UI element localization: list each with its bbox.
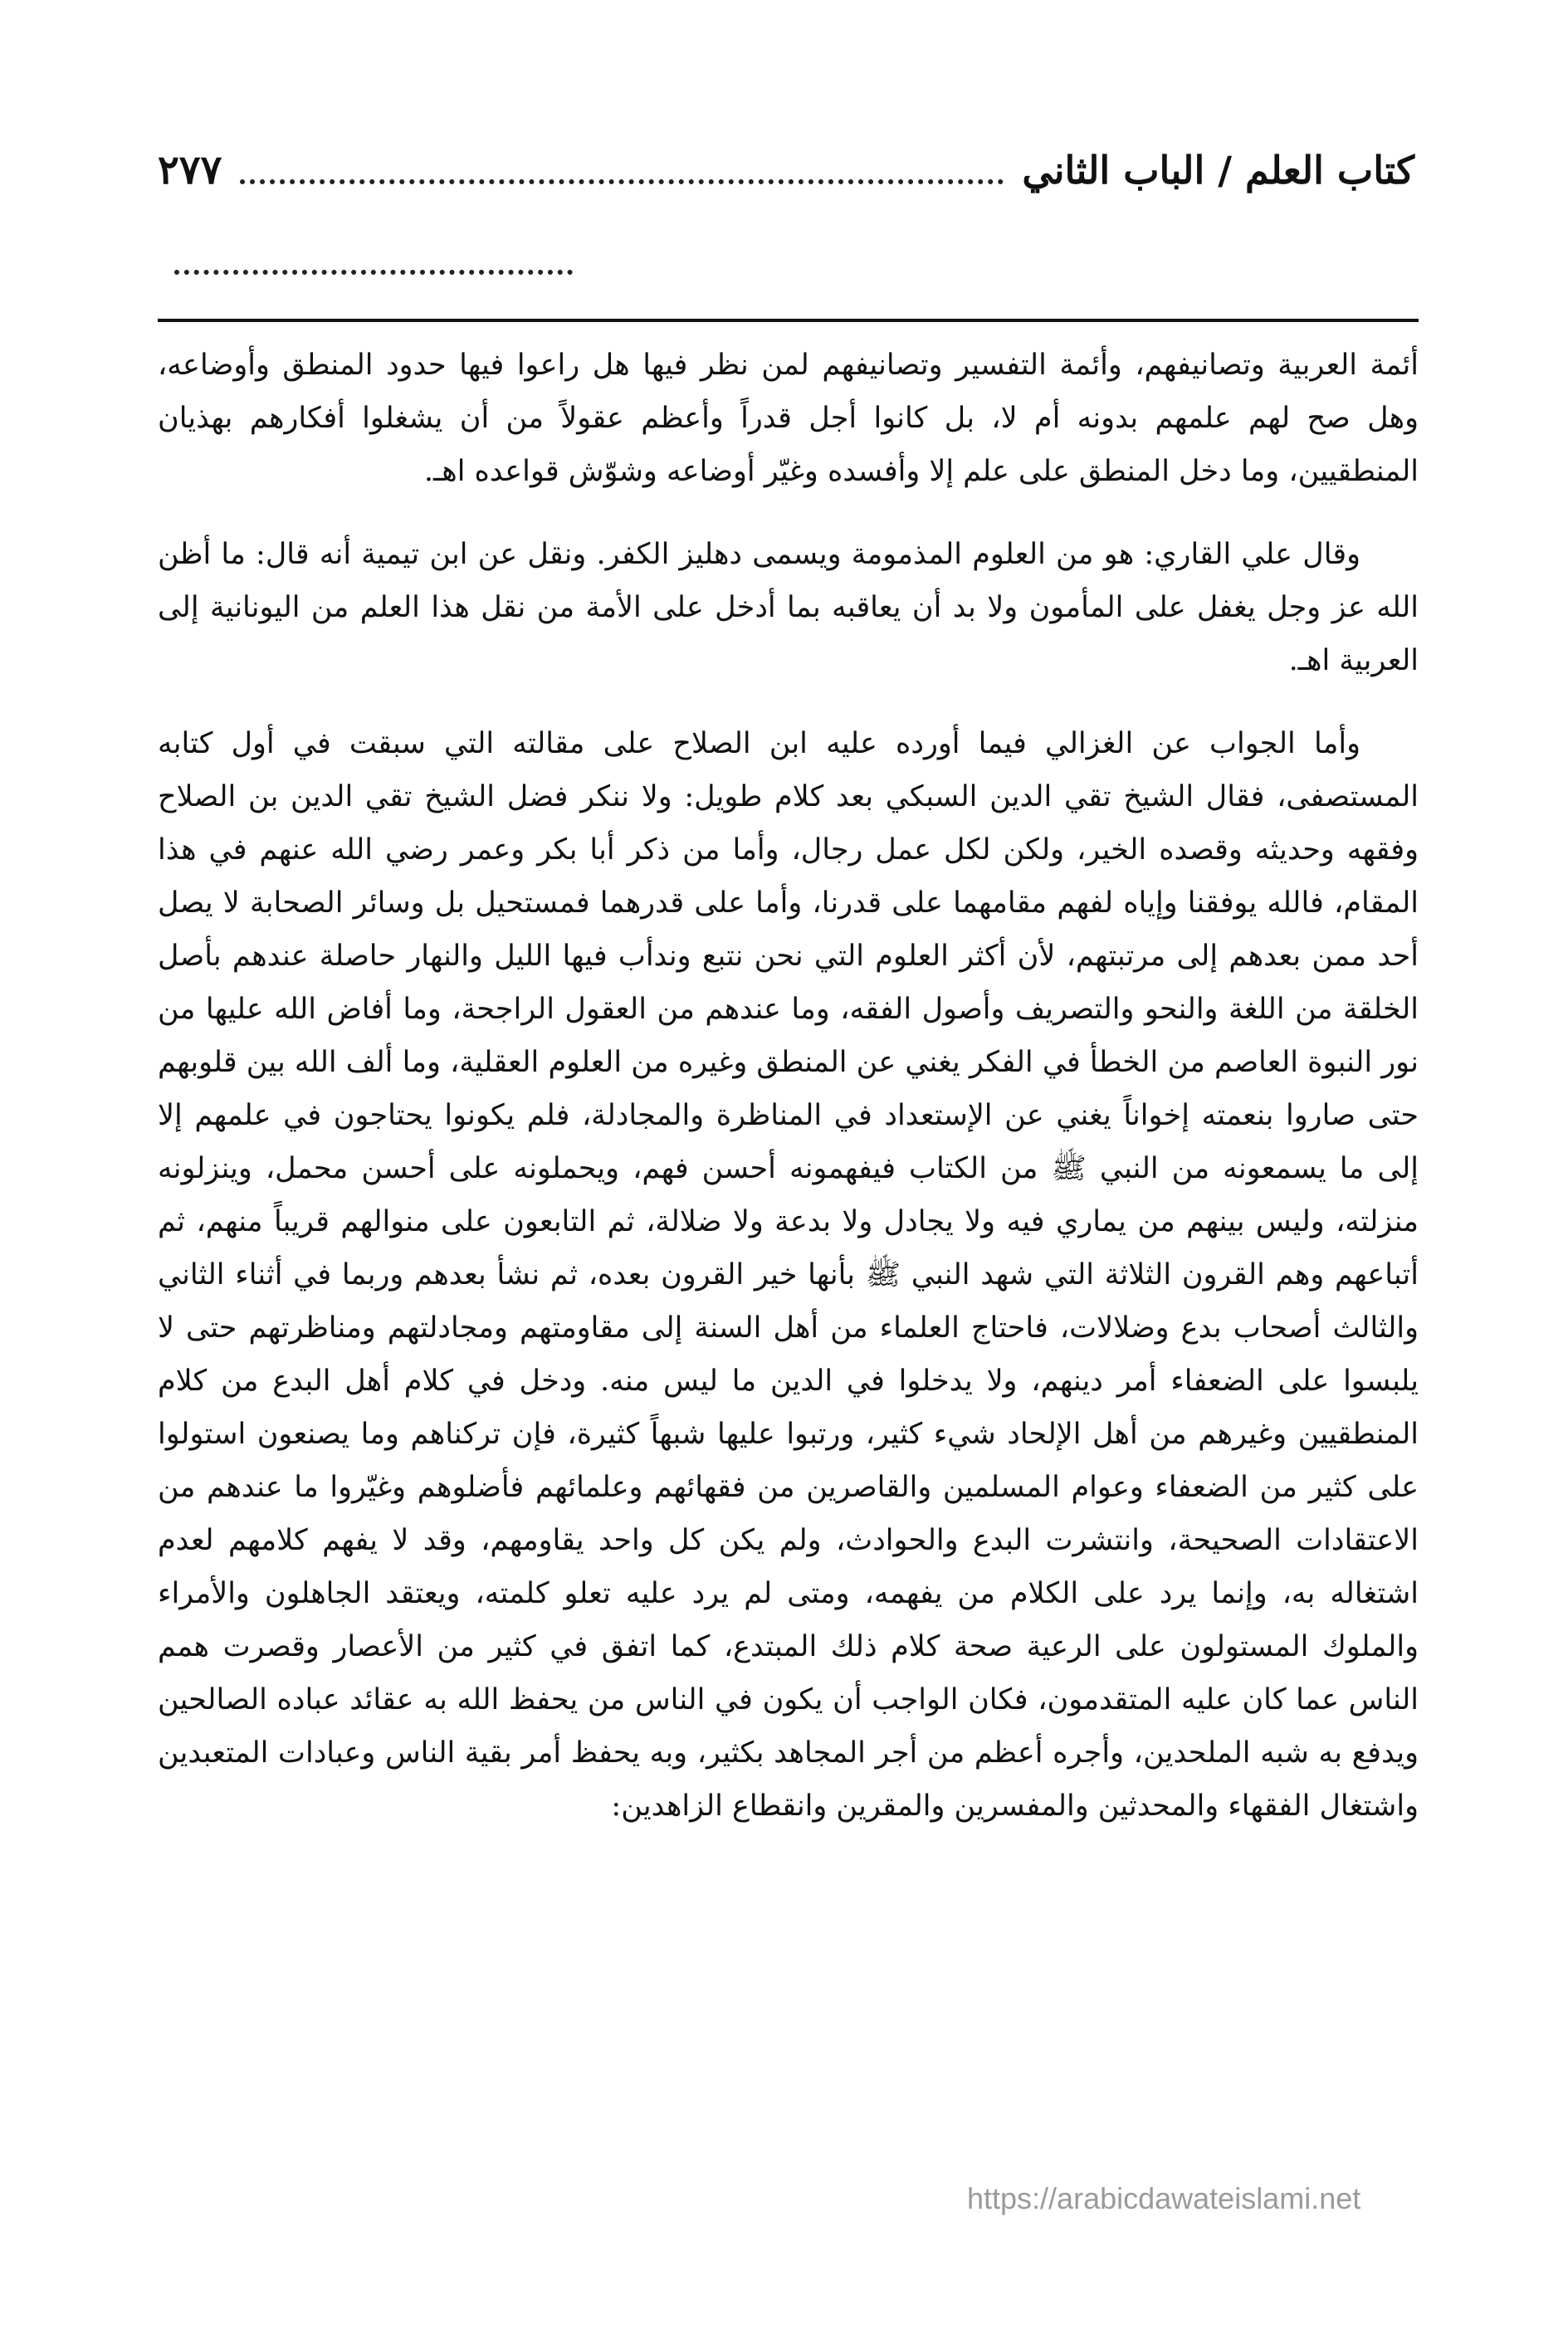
paragraph-3: وأما الجواب عن الغزالي فيما أورده عليه ابن الصلاح على مقالته التي سبقت في أول كتابه المستصفى، فقال الشيخ تقي الدين السبكي بعد كلام طويل: ولا ننكر فضل الشيخ تقي الدين بن الصلاح وفقهه وحديثه وقصده الخير، ولكن لكل عمل رجال، وأما من ذكر أبا بكر وعمر رضي الله عنهم في هذا المقام، فالله يوفقنا وإياه لفهم مقامهما على قدرنا، وأما على قدرهما فمستحيل بل وسائر الصحابة لا يصل أحد ممن بعدهم إلى مرتبتهم، لأن أكثر العلوم التي نحن نتبع وندأب فيها الليل والنهار حاصلة عندهم بأصل الخلقة من اللغة والنحو والتصريف وأصول الفقه، وما عندهم من العقول الراجحة، وما أفاض الله عليها من نور النبوة العاصم من الخطأ في الفكر يغني عن المنطق وغيره من العلوم العقلية، وما ألف الله بين قلوبهم حتى صاروا بنعمته إخواناً يغني عن الإستعداد في المناظرة والمجادلة، فلم يكونوا يحتاجون في علمهم إلا إلى ما يسمعونه من النبي ﷺ من الكتاب فيفهمونه أحسن فهم، ويحملونه على أحسن محمل، وينزلونه منزلته، وليس بينهم من يماري فيه ولا يجادل ولا بدعة ولا ضلالة، ثم التابعون على منوالهم قريباً منهم، ثم أتباعهم وهم القرون الثلاثة التي شهد النبي ﷺ بأنها خير القرون بعده، ثم نشأ بعدهم وربما في أثناء الثاني والثالث أصحاب بدع وضلالات، فاحتاج العلماء من أهل السنة إلى مقاومتهم ومجادلتهم ومناظرتهم حتى لا يلبسوا على الضعفاء أمر دينهم، ولا يدخلوا في الدين ما ليس منه. ودخل في كلام أهل البدع من كلام المنطقيين وغيرهم من أهل الإلحاد شيء كثير، ورتبوا عليها شبهاً كثيرة، فإن تركناهم وما يصنعون استولوا على كثير من الضعفاء وعوام المسلمين والقاصرين من فقهائهم وعلمائهم فأضلوهم وغيّروا ما عندهم من الاعتقادات الصحيحة، وانتشرت البدع والحوادث، ولم يكن كل واحد يقاومهم، وقد لا يفهم كلامهم لعدم اشتغاله به، وإنما يرد على الكلام من يفهمه، ومتى لم يرد عليه تعلو كلمته، ويعتقد الجاهلون والأمراء والملوك المستولون على الرعية صحة كلام ذلك المبتدع، كما اتفق في كثير من الأعصار وقصرت همم الناس عما كان عليه المتقدمون، فكان الواجب أن يكون في الناس من يحفظ الله به عقائد عباده الصالحين ويدفع به شبه الملحدين، وأجره أعظم من أجر المجاهد بكثير، وبه يحفظ أمر بقية الناس وعبادات المتعبدين واشتغال الفقهاء والمحدثين والمفسرين والمقرين وانقطاع الزاهدين:	[158, 727, 1419, 1823]
running-header	[158, 137, 1414, 203]
header-title: كتاب العلم / الباب الثاني	[1022, 148, 1414, 193]
dotted-separator	[174, 270, 573, 275]
paragraph-1: أئمة العربية وتصانيفهم، وأئمة التفسير وتصانيفهم لمن نظر فيها هل راعوا فيها حدود المنطق وأوضاعه، وهل صح لهم علمهم بدونه أم لا، بل كانوا أجل قدراً وأعظم عقولاً من أن يشغلوا أفكارهم بهذيان المنطقيين، وما دخل المنطق على علم إلا وأفسده وغيّر أوضاعه وشوّش قواعده اهـ.	[158, 349, 1419, 488]
page-number: ٢٧٧	[158, 147, 222, 193]
horizontal-rule	[158, 319, 1419, 322]
header-dot-leader	[240, 156, 1004, 184]
page-body	[158, 339, 1419, 1833]
paragraph-2: وقال علي القاري: هو من العلوم المذمومة ويسمى دهليز الكفر. ونقل عن ابن تيمية أنه قال: ما أظن الله عز وجل يغفل على المأمون ولا بد أن يعاقبه بما أدخل على الأمة من نقل هذا العلم من اليونانية إلى العربية اهـ.	[158, 538, 1419, 677]
watermark-url: https://arabicdawateislami.net	[967, 2181, 1361, 2215]
